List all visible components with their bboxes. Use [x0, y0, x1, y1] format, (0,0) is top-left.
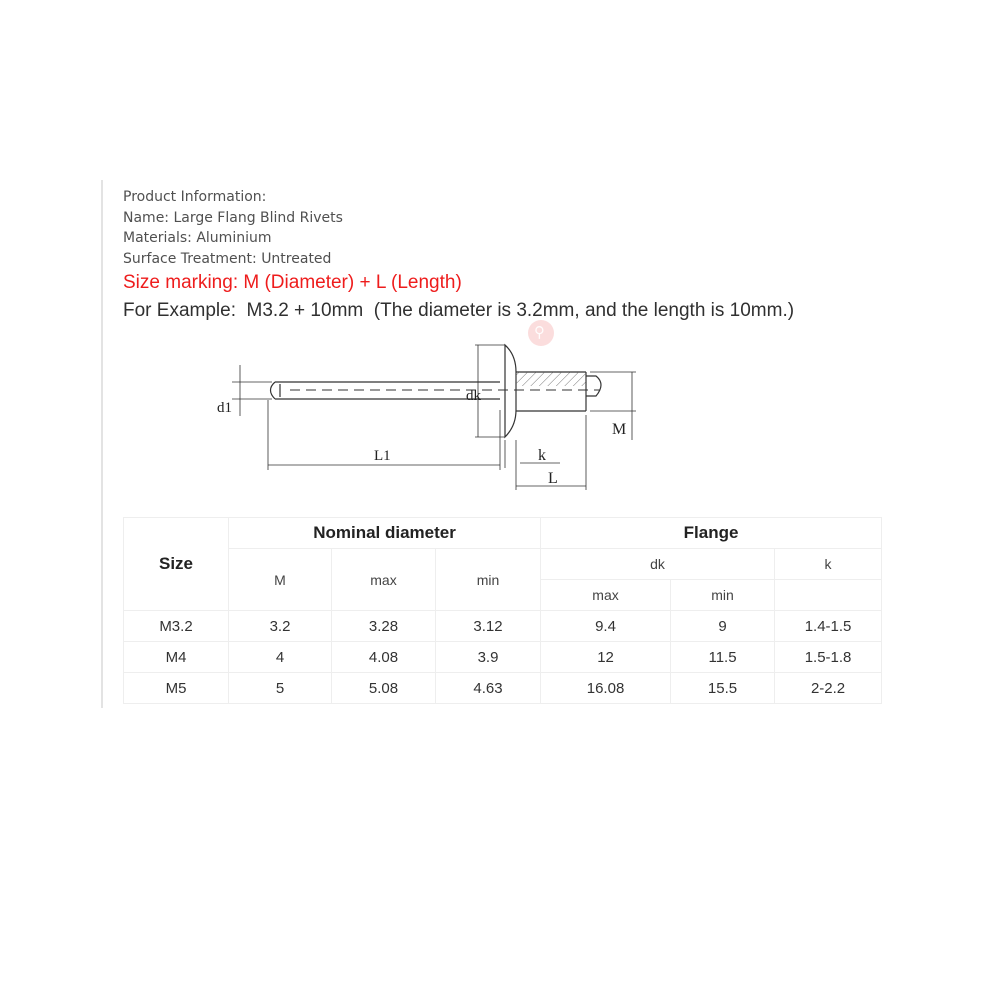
cell-dk-min: 15.5 — [671, 673, 775, 704]
info-materials: Materials: Aluminium — [123, 230, 272, 246]
header-max: max — [332, 549, 436, 611]
info-surface: Surface Treatment: Untreated — [123, 250, 332, 267]
header-dk: dk — [541, 549, 775, 580]
cell-k: 2-2.2 — [775, 673, 882, 704]
cell-dk-min: 11.5 — [671, 642, 775, 673]
cell-max: 4.08 — [332, 642, 436, 673]
cell-size: M3.2 — [124, 611, 229, 642]
table-subheader-row — [124, 549, 882, 580]
cell-k: 1.5-1.8 — [775, 642, 882, 673]
cell-min: 3.12 — [436, 611, 541, 642]
header-min: min — [436, 549, 541, 611]
watermark-search-icon: ⚲ — [528, 320, 554, 346]
header-size: Size — [124, 518, 229, 611]
cell-dk-max: 9.4 — [541, 611, 671, 642]
cell-m: 3.2 — [229, 611, 332, 642]
info-name: Name: Large Flang Blind Rivets — [123, 209, 343, 226]
size-marking: Size marking: M (Diameter) + L (Length) — [123, 272, 462, 293]
example-text: For Example: M3.2 + 10mm (The diameter is 3.2mm, and the length is 10mm.) — [123, 300, 795, 321]
cell-min: 3.9 — [436, 642, 541, 673]
cell-k: 1.4-1.5 — [775, 611, 882, 642]
header-k: k — [775, 549, 882, 580]
label-dk: dk — [466, 388, 481, 404]
cell-dk-max: 16.08 — [541, 673, 671, 704]
info-heading: Product Information: — [123, 189, 267, 205]
cell-dk-max: 12 — [541, 642, 671, 673]
cell-dk-min: 9 — [671, 611, 775, 642]
header-k-empty — [775, 580, 882, 611]
table-row — [124, 642, 882, 673]
cell-max: 5.08 — [332, 673, 436, 704]
cell-size: M4 — [124, 642, 229, 673]
header-flange: Flange — [541, 518, 882, 549]
cell-min: 4.63 — [436, 673, 541, 704]
label-k: k — [538, 447, 546, 464]
label-l1: L1 — [374, 448, 391, 464]
cell-m: 5 — [229, 673, 332, 704]
table-header-row — [124, 518, 882, 549]
rivet-drawing — [232, 345, 636, 490]
header-dk-min: min — [671, 580, 775, 611]
table-row — [124, 611, 882, 642]
spec-table — [123, 517, 882, 704]
label-m: M — [612, 421, 627, 438]
label-l: L — [548, 470, 558, 487]
label-d1: d1 — [217, 400, 232, 416]
header-dk-max: max — [541, 580, 671, 611]
cell-max: 3.28 — [332, 611, 436, 642]
table-row — [124, 673, 882, 704]
header-nominal: Nominal diameter — [229, 518, 541, 549]
header-m: M — [229, 549, 332, 611]
cell-size: M5 — [124, 673, 229, 704]
cell-m: 4 — [229, 642, 332, 673]
